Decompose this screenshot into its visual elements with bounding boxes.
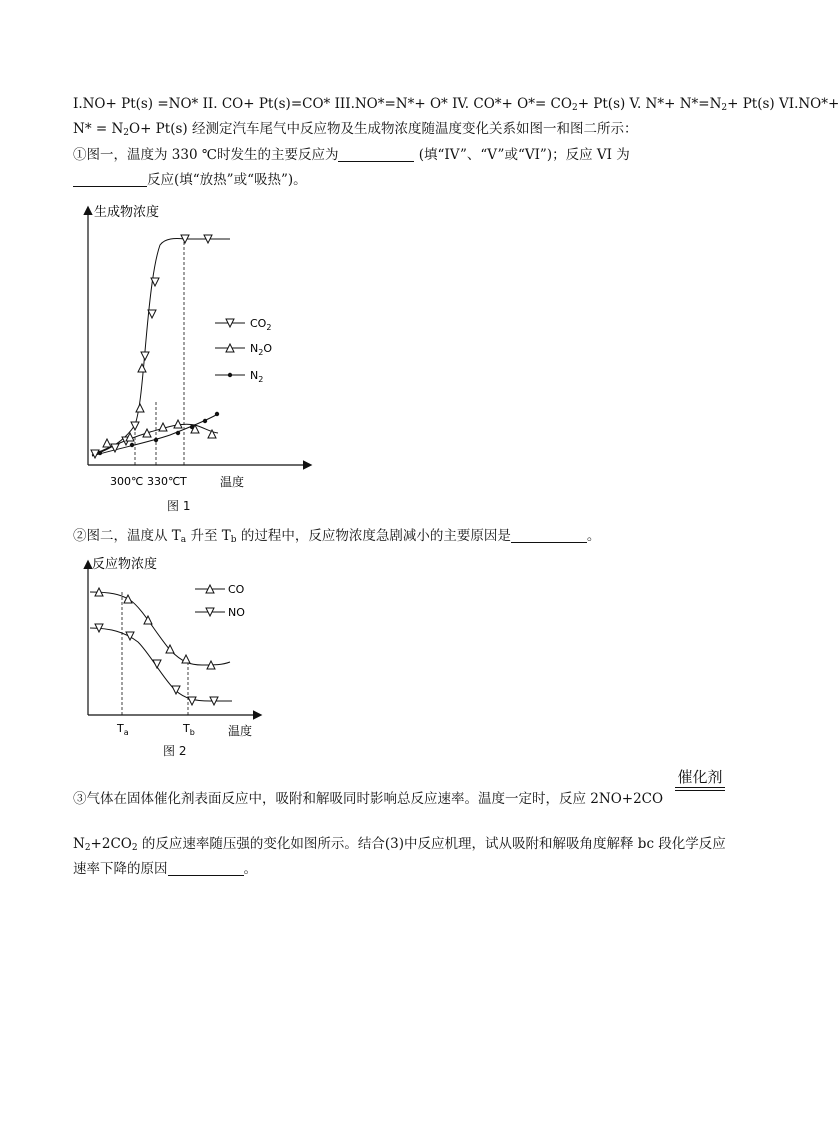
answer-blank[interactable]: [511, 528, 587, 543]
svg-text:N2: $N_2$: [250, 369, 264, 384]
figure-1-chart: [70, 200, 320, 520]
svg-text:CO2: $CO_2$: [250, 317, 272, 332]
svg-text:Ta: $T_a$: [117, 722, 129, 737]
fig1-tick-300: 300℃: [110, 475, 144, 488]
reaction-steps-line-2: $N* = N_2O+ Pt(s)$ 经测定汽车尾气中反应物及生成物浓度随温度变化关系如图一和图二所示：: [73, 121, 638, 138]
answer-blank[interactable]: [338, 147, 414, 162]
fig2-legend: [195, 583, 245, 619]
fig2-y-label: 反应物浓度: [92, 557, 158, 572]
fig2-x-label: 温度: [228, 724, 253, 738]
question-2: ②图二，温度从 $T_a$ 升至 $T_b$ 的过程中，反应物浓度急剧减小的主要原因是 。: [73, 528, 601, 545]
question-3-end: 速率下降的原因 。: [73, 861, 257, 877]
fig1-x-label: 温度: [220, 475, 245, 489]
fig1-tick-T: T: [180, 475, 187, 488]
question-1-cont: 反应(填“放热”或“吸热”)。: [73, 171, 307, 189]
fig1-tick-330: 330℃: [147, 475, 181, 488]
svg-text:CO: CO: [228, 583, 245, 596]
svg-text:NO: NO: [228, 606, 245, 619]
question-1: ①图一，温度为 330 ℃时发生的主要反应为 (填“IV”、“V”或“VI”)；反应 VI 为: [73, 147, 630, 163]
figure-2-chart: [70, 552, 270, 742]
fig1-y-label: 生成物浓度: [94, 205, 160, 220]
figure-1-caption: 图 1: [167, 499, 191, 513]
question-3: ③气体在固体催化剂表面反应中，吸附和解吸同时影响总反应速率。温度一定时，反应 2NO+2CO: [73, 791, 664, 807]
catalyst-condition: 催化剂: [675, 768, 725, 791]
svg-text:N2O: $N_2O$: [250, 342, 272, 357]
reaction-steps-line-1: I.NO+ Pt(s) =NO* II. CO+ Pt(s)=CO* III.NO*=N*+ O* IV. $CO*+ O*= CO_2+ Pt(s)$ V. $N*+ N*=N_2+ Pt(s)$ VI.NO*+: [73, 96, 839, 113]
question-3-cont: $N_2+2CO_2$ 的反应速率随压强的变化如图所示。结合(3)中反应机理，试从吸附和解吸角度解释 bc 段化学反应: [73, 836, 726, 853]
fig1-legend: [215, 317, 272, 384]
answer-blank[interactable]: [168, 861, 244, 876]
answer-blank[interactable]: [73, 172, 147, 187]
svg-text:Tb: $T_b$: [183, 722, 195, 737]
figure-2-caption: 图 2: [163, 744, 187, 758]
